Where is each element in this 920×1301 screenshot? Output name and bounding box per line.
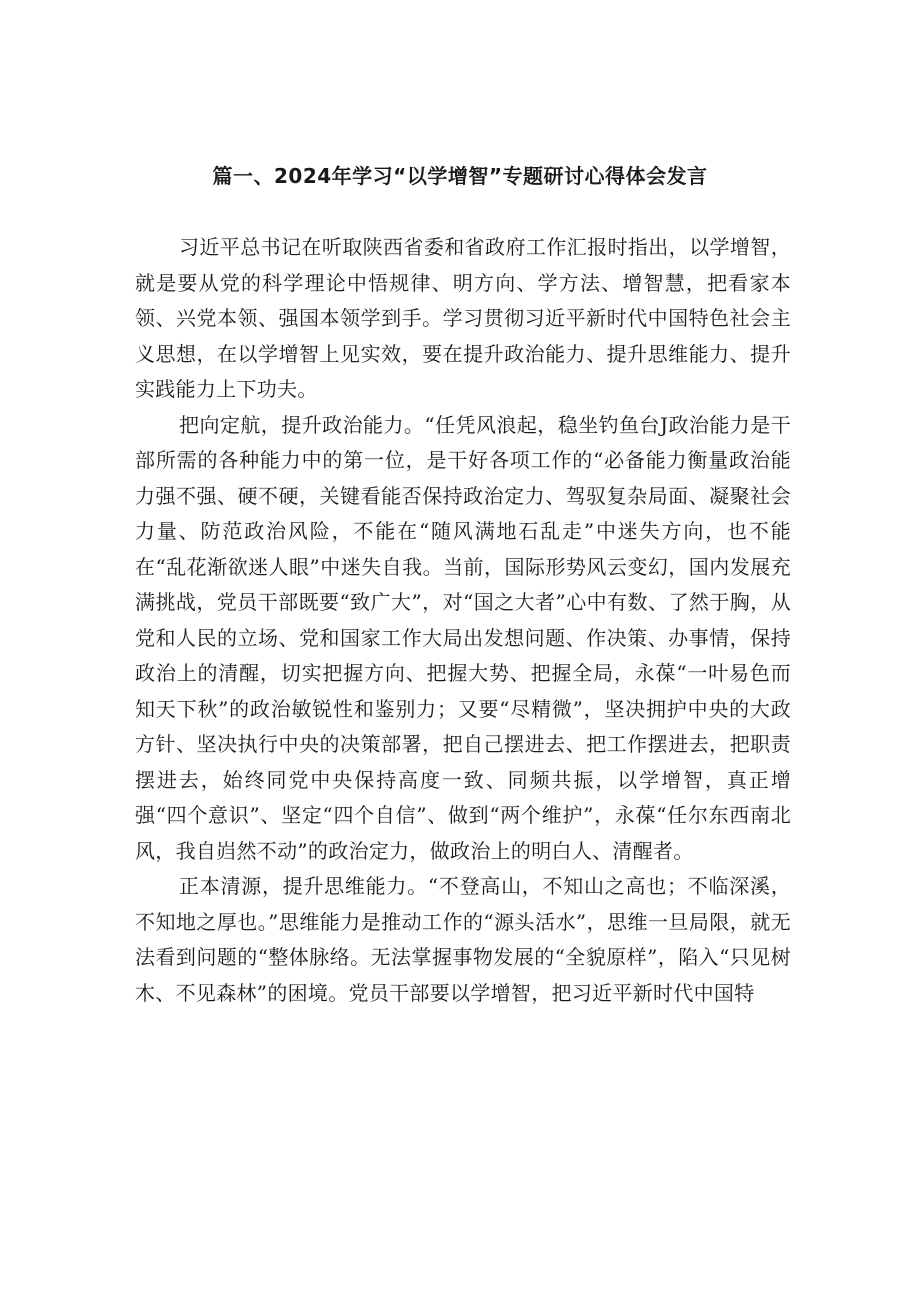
paragraph-intro: 习近平总书记在听取陕西省委和省政府工作汇报时指出，以学增智，就是要从党的科学理论中悟规律、明方向、学方法、增智慧，把看家本领、兴党本领、强国本领学到手。学习贯彻习近平新时代中国特色社会主义思想，在以学增智上见实效，要在提升政治能力、提升思维能力、提升实践能力上下功夫。 xyxy=(135,235,791,401)
paragraph-thinking-ability: 正本清源，提升思维能力。“不登高山，不知山之高也；不临深溪，不知地之厚也。”思维能力是推动工作的“源头活水”，思维一旦局限，就无法看到问题的“整体脉络。无法掌握事物发展的“全貌原样”，陷入“只见树木、不见森林”的困境。党员干部要以学增智，把习近平新时代中国特 xyxy=(135,874,791,1005)
document-title: 篇一、2024年学习“以学增智”专题研讨心得体会发言 xyxy=(212,164,708,188)
document-body xyxy=(135,230,791,1011)
paragraph-political-ability: 把向定航，提升政治能力。“任凭风浪起，稳坐钓鱼台J政治能力是干部所需的各种能力中的第一位，是干好各项工作的“必备能力衡量政治能力强不强、硬不硬，关键看能否保持政治定力、驾驭复杂局面、凝聚社会力量、防范政治风险，不能在“随风满地石乱走”中迷失方向，也不能在“乱花渐欲迷人眼”中迷失自我。当前，国际形势风云变幻，国内发展充满挑战，党员干部既要“致广大”，对“国之大者”心中有数、了然于胸，从党和人民的立场、党和国家工作大局出发想问题、作决策、办事情，保持政治上的清醒，切实把握方向、把握大势、把握全局，永葆“一叶易色而知天下秋”的政治敏锐性和鉴别力；又要“尽精微”，坚决拥护中央的大政方针、坚决执行中央的决策部署，把自己摆进去、把工作摆进去，把职责摆进去，始终同党中央保持高度一致、同频共振，以学增智，真正增强“四个意识”、坚定“四个自信”、做到“两个维护”，永葆“任尔东西南北风，我自岿然不动”的政治定力，做政治上的明白人、清醒者。 xyxy=(135,412,791,863)
